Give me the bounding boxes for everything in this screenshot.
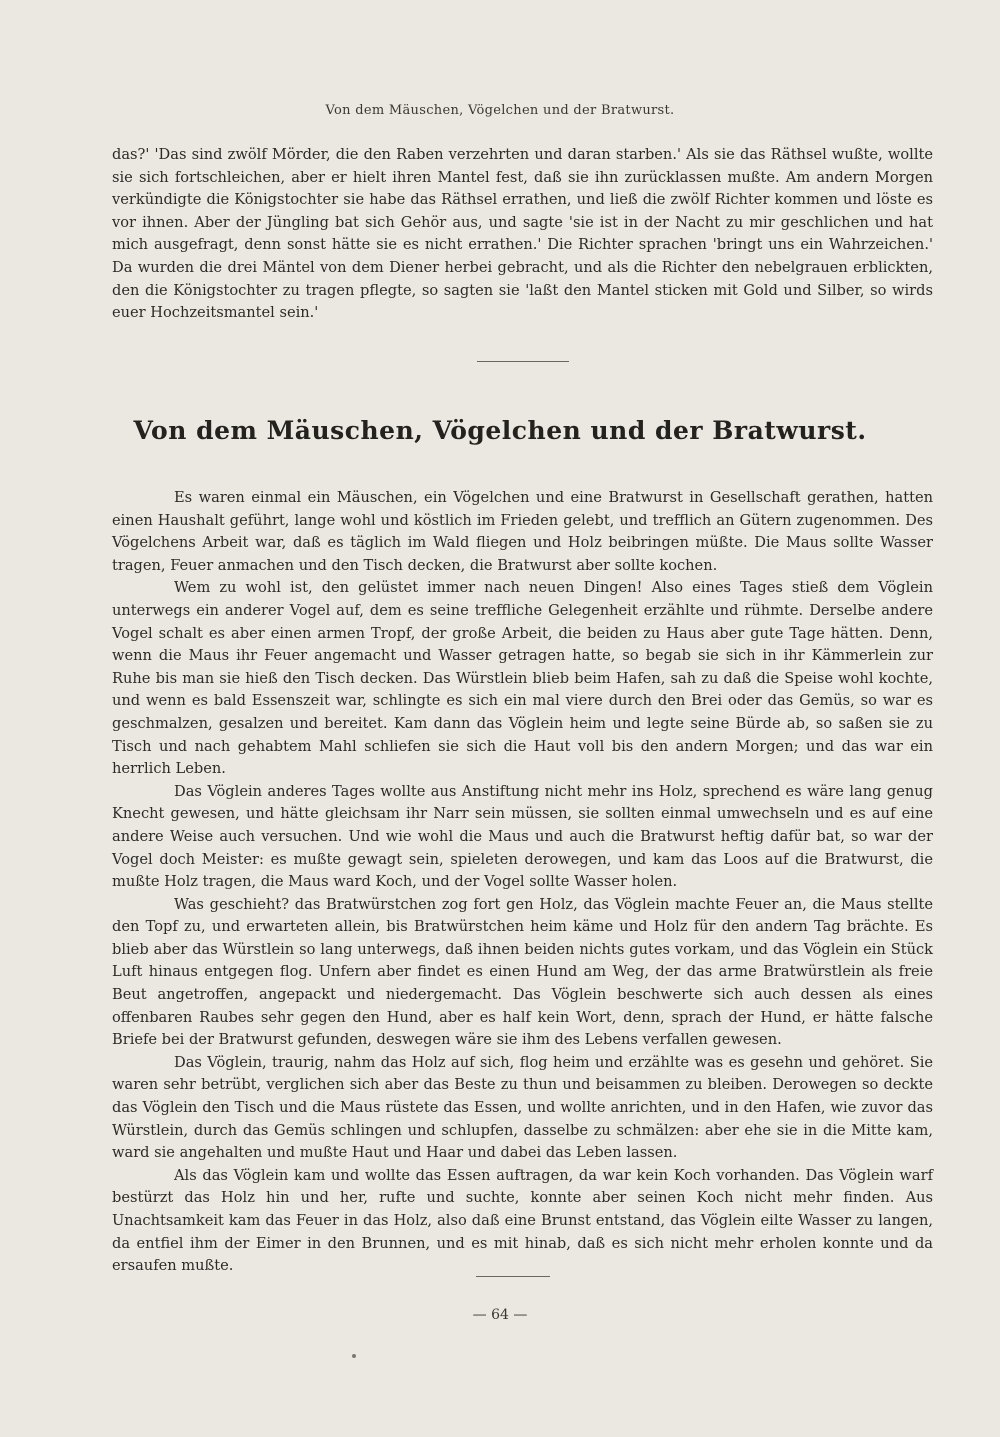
- story-body: [112, 487, 933, 1278]
- story-paragraph: Das Vöglein anderes Tages wollte aus Anstiftung nicht mehr ins Holz, sprechend es wäre lang genug Knecht gewesen, und hätte gleichsam ihr Narr sein müssen, sie sollten einmal umwechseln und es auf eine andere Weise auch versuchen. Und wie wohl die Maus und auch die Bratwurst heftig dafür bat, so war der Vogel doch Meister: es mußte gewagt sein, spieleten derowegen, und kam das Loos auf die Bratwurst, die mußte Holz tragen, die Maus ward Koch, und der Vogel sollte Wasser holen.: [112, 782, 933, 891]
- page-number: — 64 —: [472, 1307, 528, 1323]
- story-paragraph: Das Vöglein, traurig, nahm das Holz auf sich, flog heim und erzählte was es gesehn und gehöret. Sie waren sehr betrübt, verglichen sich aber das Beste zu thun und beisammen zu bleiben. Derowegen so deckte das Vöglein den Tisch und die Maus rüstete das Essen, und wollte anrichten, und in den Hafen, wie zuvor das Würstlein, durch das Gemüs schlingen und schlupfen, dasselbe zu schmälzen: aber ehe sie in die Mitte kam, ward sie angehalten und mußte Haut und Haar und dabei das Leben lassen.: [112, 1053, 933, 1162]
- story-title: Von dem Mäuschen, Vögelchen und der Bratwurst.: [133, 416, 867, 445]
- section-divider: [477, 361, 569, 362]
- previous-tale-ending: das?' 'Das sind zwölf Mörder, die den Raben verzehrten und daran starben.' Als sie das Räthsel wußte, wollte sie sich fortschleichen, aber er hielt ihren Mantel fest, daß sie ihn zurücklassen mußte. Am andern Morgen verkündigte die Königstochter sie habe das Räthsel errathen, und ließ die zwölf Richter kommen und löste es vor ihnen. Aber der Jüngling bat sich Gehör aus, und sagte 'sie ist in der Nacht zu mir geschlichen und hat mich ausgefragt, denn sonst hätte sie es nicht errathen.' Die Richter sprachen 'bringt uns ein Wahrzeichen.' Da wurden die drei Mäntel von dem Diener herbei gebracht, und als die Richter den nebelgrauen erblickten, den die Königstochter zu tragen pflegte, so sagten sie 'laßt den Mantel sticken mit Gold und Silber, so wirds euer Hochzeitsmantel sein.': [112, 146, 933, 322]
- story-paragraph: Wem zu wohl ist, den gelüstet immer nach neuen Dingen! Also eines Tages stieß dem Vöglein unterwegs ein anderer Vogel auf, dem es seine treffliche Gelegenheit erzählte und rühmte. Derselbe andere Vogel schalt es aber einen armen Tropf, der große Arbeit, die beiden zu Haus aber gute Tage hätten. Denn, wenn die Maus ihr Feuer angemacht und Wasser getragen hatte, so begab sie sich in ihr Kämmerlein zur Ruhe bis man sie hieß den Tisch decken. Das Würstlein blieb beim Hafen, sah zu daß die Speise wohl kochte, und wenn es bald Essenszeit war, schlingte es sich ein mal viere durch den Brei oder das Gemüs, so war es geschmalzen, gesalzen und bereitet. Kam dann das Vöglein heim und legte seine Bürde ab, so saßen sie zu Tisch und nach gehabtem Mahl schliefen sie sich die Haut voll bis den andern Morgen; und das war ein herrlich Leben.: [112, 579, 933, 778]
- story-paragraph: Es waren einmal ein Mäuschen, ein Vögelchen und eine Bratwurst in Gesellschaft gerathen, hatten einen Haushalt geführt, lange wohl und köstlich im Frieden gelebt, und trefflich an Gütern zugenommen. Des Vögelchens Arbeit war, daß es täglich im Wald fliegen und Holz beibringen müßte. Die Maus sollte Wasser tragen, Feuer anmachen und den Tisch decken, die Bratwurst aber sollte kochen.: [112, 489, 933, 574]
- paper-speck: [352, 1354, 356, 1358]
- running-head: Von dem Mäuschen, Vögelchen und der Bratwurst.: [325, 103, 675, 118]
- story-paragraph: Als das Vöglein kam und wollte das Essen auftragen, da war kein Koch vorhanden. Das Vöglein warf bestürzt das Holz hin und her, rufte und suchte, konnte aber seinen Koch nicht mehr finden. Aus Unachtsamkeit kam das Feuer in das Holz, also daß eine Brunst entstand, das Vöglein eilte Wasser zu langen, da entfiel ihm der Eimer in den Brunnen, und es mit hinab, daß es sich nicht mehr erholen konnte und da ersaufen mußte.: [112, 1166, 933, 1275]
- story-paragraph: Was geschieht? das Bratwürstchen zog fort gen Holz, das Vöglein machte Feuer an, die Maus stellte den Topf zu, und erwarteten allein, bis Bratwürstchen heim käme und Holz für den andern Tag brächte. Es blieb aber das Würstlein so lang unterwegs, daß ihnen beiden nichts gutes vorkam, und das Vöglein ein Stück Luft hinaus entgegen flog. Unfern aber findet es einen Hund am Weg, der das arme Bratwürstlein als freie Beut angetroffen, angepackt und niedergemacht. Das Vöglein beschwerte sich auch dessen als eines offenbaren Raubes sehr gegen den Hund, aber es half kein Wort, denn, sprach der Hund, er hätte falsche Briefe bei der Bratwurst gefunden, deswegen wäre sie ihm des Lebens verfallen gewesen.: [112, 895, 933, 1049]
- end-divider: [476, 1276, 550, 1277]
